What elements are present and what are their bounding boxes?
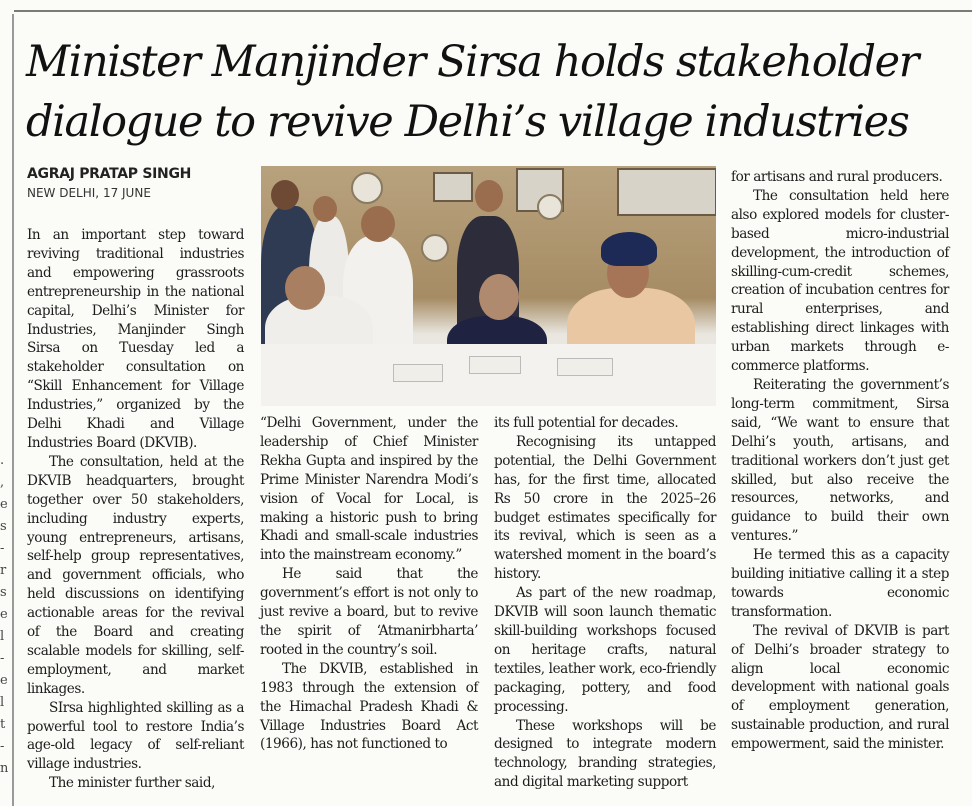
article-column-3 bbox=[494, 414, 716, 792]
paragraph: Reiterating the government’s long-term commitment, Sirsa said, “We want to ensure that Delhi’s youth, artisans, and traditional workers don’t just get skilled, but also receive the resources, networks, and guidance to build their own ventures.” bbox=[731, 376, 949, 545]
paragraph: The consultation held here also explored models for cluster-based micro-industrial development, the introduction of skilling-cum-credit schemes, creation of incubation centres for rural enterprises, and establishing direct linkages with urban markets through e-commerce platforms. bbox=[731, 187, 949, 375]
name-plaque bbox=[469, 356, 521, 374]
fragment: e bbox=[0, 497, 8, 512]
fragment: e bbox=[0, 607, 8, 622]
person-head bbox=[285, 266, 325, 310]
conference-table bbox=[261, 344, 716, 406]
top-rule bbox=[14, 10, 972, 12]
fragment: - bbox=[0, 651, 5, 666]
paragraph: In an important step toward reviving traditional industries and empowering grassroots entrepreneurship in the national capital, Delhi’s Minister for Industries, Manjinder Singh Sirsa on Tuesday led a stakeholder consultation on “Skill Enhancement for Village Industries,” organized by the Delhi Khadi and Village Industries Board (DKVIB). bbox=[27, 227, 244, 451]
fragment: - bbox=[0, 739, 5, 754]
name-plaque bbox=[393, 364, 443, 382]
article-column-2 bbox=[260, 414, 478, 754]
fragment: s bbox=[0, 585, 7, 600]
column-rule bbox=[12, 14, 14, 806]
paragraph: The consultation, held at the DKVIB headquarters, brought together over 50 stakeholders, including industry experts, young entrepreneurs, artisans, self-help group representatives, and government officials, who held discussions on identifying actionable areas for the revival of the Board and creating scalable models for skilling, self-employment, and market linkages. bbox=[27, 453, 244, 697]
name-plaque bbox=[557, 358, 613, 376]
wall-frame bbox=[617, 168, 716, 216]
fragment: e bbox=[0, 673, 8, 688]
fragment: t bbox=[0, 717, 6, 732]
fragment: s bbox=[0, 519, 7, 534]
paragraph: Recognising its untapped potential, the Delhi Government has, for the first time, allocated Rs 50 crore in the 2025–26 budget estimates specifically for its revival, which is seen as a watershed moment in the board’s history. bbox=[494, 433, 716, 583]
fragment: l bbox=[0, 695, 5, 710]
news-photo bbox=[261, 166, 716, 406]
fragment: , bbox=[0, 475, 5, 490]
paragraph: SIrsa highlighted skilling as a powerful tool to restore India’s age-old legacy of self-reliant village industries. bbox=[27, 699, 244, 773]
fragment: . bbox=[0, 453, 5, 468]
wall-plate bbox=[421, 234, 449, 262]
fragment: l bbox=[0, 629, 5, 644]
paragraph: for artisans and rural producers. bbox=[731, 169, 943, 185]
turban bbox=[601, 232, 657, 266]
headline: Minister Manjinder Sirsa holds stakeholder dialogue to revive Delhi’s village industries bbox=[26, 37, 918, 147]
person-head bbox=[361, 206, 395, 242]
paragraph: its full potential for decades. bbox=[494, 415, 679, 431]
article-column-4 bbox=[731, 168, 949, 754]
wall-plate bbox=[537, 194, 563, 220]
paragraph: As part of the new roadmap, DKVIB will soon launch thematic skill-building workshops focused on heritage crafts, natural textiles, leather work, eco-friendly packaging, pottery, and food processing. bbox=[494, 585, 716, 715]
paragraph: These workshops will be designed to integrate modern technology, branding strategies, and digital marketing support bbox=[494, 717, 716, 791]
paragraph: He said that the government’s effort is not only to just revive a board, but to revive the spirit of ‘Atmanirbharta’ rooted in the country’s soil. bbox=[260, 566, 478, 658]
dateline: NEW DELHI, 17 JUNE bbox=[27, 186, 151, 200]
wall-frame bbox=[433, 172, 473, 202]
previous-article-fragments bbox=[0, 450, 10, 780]
person-head bbox=[475, 180, 503, 212]
paragraph: The revival of DKVIB is part of Delhi’s broader strategy to align local economic development with national goals of employment generation, sustainable production, and rural empowerment, said the minister. bbox=[731, 622, 949, 753]
article-column-1 bbox=[27, 226, 244, 793]
byline: AGRAJ PRATAP SINGH bbox=[27, 166, 192, 182]
person-head bbox=[271, 180, 299, 210]
paragraph: He termed this as a capacity building initiative calling it a step towards economic transformation. bbox=[731, 547, 949, 620]
paragraph: The minister further said, bbox=[49, 775, 215, 792]
fragment: n bbox=[0, 761, 9, 776]
person-head bbox=[479, 274, 519, 320]
paragraph: “Delhi Government, under the leadership of Chief Minister Rekha Gupta and inspired by the Prime Minister Narendra Modi’s vision of Vocal for Local, is making a historic push to bring Khadi and small-scale industries into the mainstream economy.” bbox=[260, 415, 478, 564]
wall-clock bbox=[351, 172, 383, 204]
person-head bbox=[313, 196, 337, 222]
fragment: - bbox=[0, 541, 5, 556]
paragraph: The DKVIB, established in 1983 through the extension of the Himachal Pradesh Khadi & Village Industries Board Act (1966), has not functioned to bbox=[260, 660, 478, 753]
fragment: r bbox=[0, 563, 7, 578]
